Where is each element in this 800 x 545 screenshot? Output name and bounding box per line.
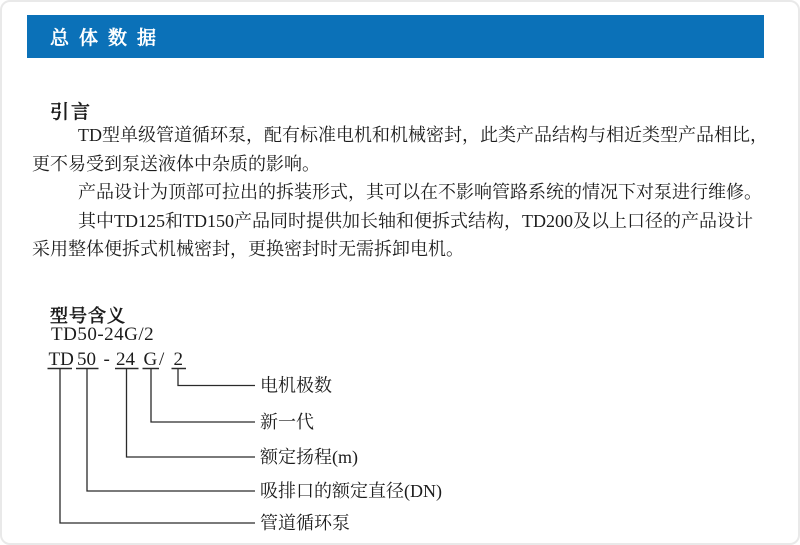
model-segment-hyphen: -: [103, 349, 110, 370]
paragraph: [32, 178, 780, 207]
connector-line: [87, 369, 255, 491]
text-line: 更不易受到泵送液体中杂质的影响。: [32, 153, 320, 174]
intro-section: [32, 121, 780, 264]
model-segment-prefix: TD: [48, 349, 74, 370]
text-line: 产品设计为顶部可拉出的拆装形式，其可以在不影响管路系统的情况下对泵进行维修。: [78, 182, 762, 202]
model-part-label-pump-type: 管道循环泵: [260, 513, 350, 533]
paragraph: [32, 121, 780, 178]
text-line: 其中TD125和TD150产品同时提供加长轴和便拆式结构，TD200及以上口径的产品设计: [78, 210, 753, 231]
model-part-label-head: 额定扬程(m): [260, 447, 358, 467]
model-segment-generation: G: [143, 349, 158, 370]
model-code: TD50-24G/2: [51, 324, 155, 345]
model-part-label-diameter: 吸排口的额定直径(DN): [260, 481, 442, 501]
intro-heading: 引言: [50, 102, 93, 123]
connector-line: [127, 369, 256, 457]
model-segment-head: 24: [116, 349, 135, 370]
text-line: 采用整体便拆式机械密封，更换密封时无需拆卸电机。: [32, 239, 464, 259]
section-title: 总体数据: [50, 28, 167, 49]
model-part-label-generation: 新一代: [260, 412, 314, 432]
model-breakdown-diagram: [2, 342, 522, 545]
section-header-bar: [27, 15, 764, 58]
paragraph: [32, 207, 780, 264]
connector-line: [151, 369, 255, 422]
model-heading: 型号含义: [50, 306, 126, 326]
connector-line: [178, 369, 255, 386]
model-segment-diameter: 50: [77, 349, 96, 370]
connector-line: [60, 369, 255, 523]
model-segment-slash: /: [159, 349, 165, 370]
model-segment-poles: 2: [173, 349, 183, 370]
text-line: TD型单级管道循环泵，配有标准电机和机械密封，此类产品结构与相近类型产品相比，: [78, 125, 768, 145]
model-part-label-poles: 电机极数: [260, 375, 332, 396]
